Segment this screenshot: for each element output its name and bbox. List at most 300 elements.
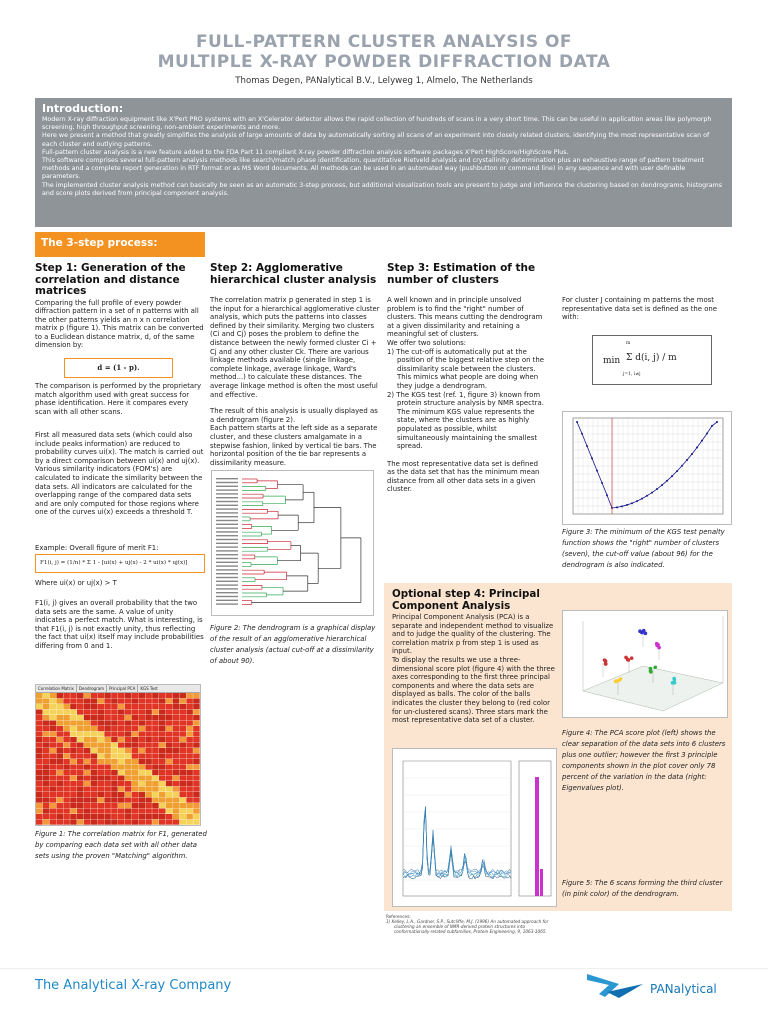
matrix-cell bbox=[98, 781, 105, 786]
matrix-cell bbox=[70, 737, 77, 742]
matrix-cell bbox=[77, 809, 84, 814]
tab-dendrogram[interactable]: Dendrogram bbox=[77, 685, 107, 692]
matrix-cell bbox=[173, 704, 180, 709]
matrix-cell bbox=[132, 726, 139, 731]
matrix-cell bbox=[84, 770, 91, 775]
matrix-cell bbox=[63, 737, 70, 742]
kgs-point bbox=[656, 488, 658, 490]
matrix-cell bbox=[104, 699, 111, 704]
matrix-cell bbox=[84, 820, 91, 825]
matrix-cell bbox=[84, 704, 91, 709]
dendrogram-leaf-label bbox=[216, 588, 238, 589]
matrix-cell bbox=[57, 732, 64, 737]
matrix-cell bbox=[104, 820, 111, 825]
solution-2: 2) The KGS test (ref. 1, figure 3) known from protein structure analysis by NMR spectra. The minimum KGS value represents the state, where the clusters are as highly populated as possible, whilst simultaneously maintaining the smallest spread. bbox=[387, 390, 544, 451]
matrix-cell bbox=[91, 820, 98, 825]
matrix-cell bbox=[173, 754, 180, 759]
matrix-cell bbox=[57, 814, 64, 819]
matrix-cell bbox=[77, 693, 84, 698]
matrix-cell bbox=[50, 814, 57, 819]
matrix-cell bbox=[193, 754, 200, 759]
matrix-cell bbox=[193, 732, 200, 737]
matrix-cell bbox=[63, 732, 70, 737]
matrix-cell bbox=[50, 809, 57, 814]
matrix-cell bbox=[139, 759, 146, 764]
matrix-cell bbox=[91, 798, 98, 803]
optional-p2: To display the results we use a three-dimensional score plot (figure 4) with the three axes corresponding to the first three principal components and where the data sets are displayed as balls. The color of the balls indicates the cluster they belong to (red color for un-clustered scans). Three stars mark the most representative data set of a cluster. bbox=[392, 655, 555, 725]
matrix-cell bbox=[63, 765, 70, 770]
matrix-cell bbox=[57, 792, 64, 797]
matrix-cell bbox=[84, 787, 91, 792]
matrix-cell bbox=[84, 776, 91, 781]
matrix-cell bbox=[104, 693, 111, 698]
pca-data-ball bbox=[673, 681, 677, 685]
matrix-cell bbox=[98, 726, 105, 731]
matrix-cell bbox=[186, 721, 193, 726]
matrix-cell bbox=[91, 693, 98, 698]
matrix-cell bbox=[166, 715, 173, 720]
matrix-cell bbox=[118, 748, 125, 753]
matrix-cell bbox=[159, 699, 166, 704]
pca-data-ball bbox=[649, 667, 653, 671]
matrix-cell bbox=[118, 721, 125, 726]
matrix-cell bbox=[57, 737, 64, 742]
matrix-cell bbox=[180, 814, 187, 819]
matrix-cell bbox=[91, 748, 98, 753]
matrix-cell bbox=[152, 699, 159, 704]
matrix-cell bbox=[118, 792, 125, 797]
matrix-cell bbox=[125, 803, 132, 808]
matrix-cell bbox=[193, 792, 200, 797]
matrix-cell bbox=[193, 776, 200, 781]
pca-data-ball bbox=[603, 658, 607, 662]
matrix-cell bbox=[145, 699, 152, 704]
matrix-cell bbox=[193, 759, 200, 764]
matrix-cell bbox=[173, 781, 180, 786]
matrix-cell bbox=[193, 726, 200, 731]
matrix-cell bbox=[139, 765, 146, 770]
matrix-cell bbox=[152, 743, 159, 748]
dendrogram-leaf-label bbox=[216, 584, 238, 585]
matrix-cell bbox=[132, 781, 139, 786]
matrix-cell bbox=[132, 770, 139, 775]
matrix-cell bbox=[132, 721, 139, 726]
pca-data-ball bbox=[627, 658, 631, 662]
matrix-cell bbox=[166, 710, 173, 715]
matrix-cell bbox=[145, 743, 152, 748]
matrix-cell bbox=[43, 814, 50, 819]
matrix-cell bbox=[132, 776, 139, 781]
matrix-cell bbox=[50, 710, 57, 715]
matrix-cell bbox=[70, 770, 77, 775]
matrix-cell bbox=[193, 743, 200, 748]
matrix-cell bbox=[152, 715, 159, 720]
matrix-cell bbox=[159, 770, 166, 775]
matrix-cell bbox=[43, 737, 50, 742]
matrix-cell bbox=[152, 770, 159, 775]
matrix-cell bbox=[111, 737, 118, 742]
kgs-point bbox=[621, 505, 623, 507]
matrix-cell bbox=[186, 787, 193, 792]
matrix-cell bbox=[186, 754, 193, 759]
matrix-cell bbox=[91, 814, 98, 819]
matrix-cell bbox=[77, 721, 84, 726]
matrix-cell bbox=[36, 770, 43, 775]
intro-heading: Introduction: bbox=[42, 102, 124, 115]
figure1-correlation-matrix bbox=[35, 684, 201, 826]
figure2-dendrogram bbox=[211, 470, 374, 616]
matrix-cell bbox=[43, 748, 50, 753]
matrix-cell bbox=[104, 759, 111, 764]
references bbox=[386, 914, 556, 934]
matrix-cell bbox=[166, 770, 173, 775]
matrix-cell bbox=[186, 737, 193, 742]
matrix-cell bbox=[111, 770, 118, 775]
matrix-cell bbox=[145, 737, 152, 742]
pca-data-ball bbox=[644, 632, 648, 636]
matrix-cell bbox=[125, 776, 132, 781]
intro-p3: Full-pattern cluster analysis is a new feature added to the FDA Part 11 compliant X-ray powder diffraction analysis software packages X'Pert HighScore/HighScore Plus. bbox=[42, 148, 569, 156]
matrix-cell bbox=[125, 765, 132, 770]
matrix-cell bbox=[186, 770, 193, 775]
matrix-cell bbox=[77, 748, 84, 753]
tab-correlation-matrix[interactable]: Correlation Matrix bbox=[36, 685, 77, 692]
pca-data-ball bbox=[630, 656, 634, 660]
matrix-cell bbox=[111, 699, 118, 704]
figure4-pca-score-plot bbox=[562, 610, 728, 718]
panalytical-logo-text: PANalytical bbox=[650, 982, 717, 996]
matrix-cell bbox=[145, 809, 152, 814]
matrix-cell bbox=[118, 765, 125, 770]
matrix-cell bbox=[36, 726, 43, 731]
matrix-cell bbox=[104, 737, 111, 742]
matrix-cell bbox=[77, 726, 84, 731]
matrix-cell bbox=[132, 814, 139, 819]
matrix-cell bbox=[98, 721, 105, 726]
matrix-cell bbox=[77, 710, 84, 715]
matrix-cell bbox=[132, 820, 139, 825]
matrix-cell bbox=[70, 743, 77, 748]
step1-p4: F1(i, j) gives an overall probability that the two data sets are the same. A value of unity indicates a perfect match. What is interesting, is that F1(i, j) is not exactly unity, thus reflecting the fact that ui(x) itself may include probabilities differing from 0 and 1. bbox=[35, 599, 204, 650]
matrix-cell bbox=[145, 704, 152, 709]
matrix-cell bbox=[57, 704, 64, 709]
matrix-cell bbox=[132, 743, 139, 748]
matrix-cell bbox=[193, 781, 200, 786]
matrix-cell bbox=[152, 798, 159, 803]
matrix-cell bbox=[43, 715, 50, 720]
matrix-cell bbox=[145, 759, 152, 764]
matrix-cell bbox=[132, 798, 139, 803]
matrix-cell bbox=[104, 732, 111, 737]
matrix-cell bbox=[145, 792, 152, 797]
matrix-cell bbox=[50, 721, 57, 726]
matrix-cell bbox=[173, 803, 180, 808]
figure5-scans-plot bbox=[392, 748, 557, 907]
figure3-caption: Figure 3: The minimum of the KGS test penalty function shows the "right" number of clusters (seven), the cut-off value (about 96) for the dendrogram is also indicated. bbox=[562, 528, 725, 569]
matrix-cell bbox=[132, 765, 139, 770]
matrix-cell bbox=[193, 787, 200, 792]
matrix-cell bbox=[36, 693, 43, 698]
matrix-cell bbox=[50, 699, 57, 704]
matrix-cell bbox=[57, 787, 64, 792]
matrix-cell bbox=[139, 699, 146, 704]
matrix-cell bbox=[180, 710, 187, 715]
kgs-point bbox=[706, 432, 708, 434]
matrix-cell bbox=[186, 759, 193, 764]
matrix-cell bbox=[193, 809, 200, 814]
matrix-cell bbox=[132, 748, 139, 753]
matrix-cell bbox=[98, 759, 105, 764]
matrix-cell bbox=[98, 814, 105, 819]
kgs-point bbox=[651, 492, 653, 494]
matrix-cell bbox=[180, 803, 187, 808]
matrix-cell bbox=[152, 781, 159, 786]
matrix-cell bbox=[63, 726, 70, 731]
matrix-cell bbox=[63, 820, 70, 825]
matrix-cell bbox=[118, 693, 125, 698]
dendrogram-leaf-label bbox=[216, 527, 238, 528]
matrix-cell bbox=[63, 814, 70, 819]
matrix-cell bbox=[111, 759, 118, 764]
dendrogram-leaf-label bbox=[216, 497, 238, 498]
matrix-cell bbox=[98, 820, 105, 825]
matrix-cell bbox=[104, 814, 111, 819]
kgs-point bbox=[681, 465, 683, 467]
matrix-cell bbox=[36, 814, 43, 819]
matrix-cell bbox=[159, 715, 166, 720]
matrix-cell bbox=[111, 765, 118, 770]
matrix-cell bbox=[98, 743, 105, 748]
matrix-cell bbox=[43, 732, 50, 737]
matrix-cell bbox=[84, 798, 91, 803]
matrix-cell bbox=[193, 737, 200, 742]
matrix-cell bbox=[193, 693, 200, 698]
dendrogram-leaf-label bbox=[216, 603, 238, 604]
matrix-cell bbox=[57, 759, 64, 764]
matrix-cell bbox=[77, 787, 84, 792]
matrix-cell bbox=[77, 814, 84, 819]
matrix-cell bbox=[186, 693, 193, 698]
matrix-cell bbox=[180, 759, 187, 764]
matrix-cell bbox=[84, 732, 91, 737]
matrix-cell bbox=[91, 787, 98, 792]
matrix-cell bbox=[159, 792, 166, 797]
dendrogram-leaf-label bbox=[216, 600, 238, 601]
matrix-cell bbox=[36, 754, 43, 759]
pca-data-ball bbox=[614, 679, 618, 683]
dendrogram-leaf-label bbox=[216, 550, 238, 551]
matrix-cell bbox=[125, 792, 132, 797]
matrix-cell bbox=[186, 781, 193, 786]
matrix-cell bbox=[166, 798, 173, 803]
matrix-cell bbox=[91, 754, 98, 759]
matrix-cell bbox=[91, 732, 98, 737]
matrix-cell bbox=[98, 693, 105, 698]
matrix-cell bbox=[104, 776, 111, 781]
matrix-cell bbox=[118, 754, 125, 759]
matrix-cell bbox=[43, 781, 50, 786]
kgs-point bbox=[711, 425, 713, 427]
matrix-cell bbox=[91, 781, 98, 786]
footer-tagline: The Analytical X-ray Company bbox=[35, 978, 232, 993]
matrix-cell bbox=[159, 759, 166, 764]
step1-p1: Comparing the full profile of every powder diffraction pattern in a set of n patterns with all the other patterns yields an n x n correlation matrix p (figure 1). This matrix can be converted to a Euclidean distance matrix, d, of the same dimension by: bbox=[35, 298, 204, 350]
matrix-cell bbox=[111, 809, 118, 814]
matrix-cell bbox=[145, 726, 152, 731]
dendrogram-leaf-label bbox=[216, 501, 238, 502]
references-label: References: bbox=[386, 914, 411, 919]
matrix-cell bbox=[186, 776, 193, 781]
matrix-cell bbox=[63, 715, 70, 720]
matrix-cell bbox=[180, 743, 187, 748]
matrix-cell bbox=[159, 693, 166, 698]
matrix-cell bbox=[70, 765, 77, 770]
panalytical-logo-icon bbox=[585, 970, 645, 1000]
matrix-cell bbox=[180, 699, 187, 704]
matrix-cell bbox=[70, 759, 77, 764]
matrix-cell bbox=[50, 820, 57, 825]
matrix-cell bbox=[159, 781, 166, 786]
step3-column bbox=[387, 263, 547, 494]
matrix-cell bbox=[180, 693, 187, 698]
matrix-cell bbox=[139, 776, 146, 781]
matrix-cell bbox=[57, 781, 64, 786]
matrix-cell bbox=[57, 809, 64, 814]
matrix-cell bbox=[77, 732, 84, 737]
matrix-cell bbox=[180, 726, 187, 731]
matrix-cell bbox=[139, 798, 146, 803]
matrix-cell bbox=[118, 820, 125, 825]
matrix-cell bbox=[173, 699, 180, 704]
matrix-cell bbox=[186, 710, 193, 715]
matrix-cell bbox=[139, 820, 146, 825]
matrix-cell bbox=[70, 803, 77, 808]
matrix-cell bbox=[63, 693, 70, 698]
matrix-cell bbox=[104, 721, 111, 726]
matrix-cell bbox=[186, 820, 193, 825]
matrix-cell bbox=[139, 754, 146, 759]
matrix-cell bbox=[173, 765, 180, 770]
matrix-cell bbox=[132, 710, 139, 715]
pca-3d-scatter bbox=[563, 611, 727, 717]
matrix-cell bbox=[63, 798, 70, 803]
matrix-cell bbox=[186, 814, 193, 819]
matrix-cell bbox=[118, 770, 125, 775]
matrix-cell bbox=[159, 765, 166, 770]
matrix-cell bbox=[84, 715, 91, 720]
matrix-cell bbox=[91, 803, 98, 808]
matrix-cell bbox=[77, 803, 84, 808]
matrix-cell bbox=[132, 759, 139, 764]
distance-formula: d = (1 - p). bbox=[64, 358, 173, 378]
matrix-cell bbox=[186, 792, 193, 797]
matrix-cell bbox=[111, 710, 118, 715]
matrix-cell bbox=[63, 759, 70, 764]
matrix-cell bbox=[50, 803, 57, 808]
matrix-cell bbox=[152, 732, 159, 737]
step2-p2: The result of this analysis is usually displayed as a dendrogram (figure 2). bbox=[210, 407, 378, 424]
matrix-cell bbox=[173, 820, 180, 825]
matrix-cell bbox=[145, 693, 152, 698]
matrix-cell bbox=[145, 754, 152, 759]
matrix-cell bbox=[193, 820, 200, 825]
matrix-cell bbox=[132, 737, 139, 742]
kgs-point bbox=[676, 470, 678, 472]
matrix-cell bbox=[57, 726, 64, 731]
matrix-cell bbox=[70, 792, 77, 797]
matrix-cell bbox=[63, 748, 70, 753]
tab-kgs-test[interactable]: KGS Test bbox=[140, 686, 158, 691]
matrix-cell bbox=[145, 710, 152, 715]
kgs-point bbox=[576, 421, 578, 423]
matrix-cell bbox=[36, 715, 43, 720]
matrix-cell bbox=[186, 743, 193, 748]
dendrogram-leaf-label bbox=[216, 482, 238, 483]
matrix-cell bbox=[125, 743, 132, 748]
step3-p2: We offer two solutions: bbox=[387, 338, 467, 347]
matrix-cell bbox=[159, 754, 166, 759]
matrix-cell bbox=[118, 759, 125, 764]
matrix-cell bbox=[173, 776, 180, 781]
matrix-cell bbox=[139, 726, 146, 731]
matrix-cell bbox=[173, 787, 180, 792]
matrix-cell bbox=[43, 770, 50, 775]
kgs-point bbox=[631, 502, 633, 504]
matrix-cell bbox=[70, 748, 77, 753]
three-step-banner: The 3-step process: bbox=[35, 232, 205, 257]
matrix-cell bbox=[50, 737, 57, 742]
matrix-cell bbox=[70, 699, 77, 704]
dendrogram-leaf-label bbox=[216, 508, 238, 509]
matrix-cell bbox=[57, 803, 64, 808]
matrix-cell bbox=[91, 792, 98, 797]
pca-data-ball bbox=[619, 677, 623, 681]
matrix-cell bbox=[125, 820, 132, 825]
matrix-cell bbox=[57, 748, 64, 753]
matrix-cell bbox=[145, 770, 152, 775]
matrix-cell bbox=[57, 770, 64, 775]
matrix-cell bbox=[36, 710, 43, 715]
matrix-cell bbox=[104, 765, 111, 770]
matrix-cell bbox=[166, 792, 173, 797]
matrix-cell bbox=[77, 704, 84, 709]
matrix-cell bbox=[104, 710, 111, 715]
matrix-cell bbox=[104, 787, 111, 792]
eigenvalue-bar bbox=[535, 777, 539, 896]
step1-p2: The comparison is performed by the proprietary match algorithm used with great success for phase identification. Here it compares every scan with all other scans. bbox=[35, 382, 202, 416]
matrix-cell bbox=[159, 704, 166, 709]
matrix-cell bbox=[70, 721, 77, 726]
matrix-cell bbox=[159, 776, 166, 781]
matrix-cell bbox=[186, 798, 193, 803]
matrix-cell bbox=[63, 754, 70, 759]
matrix-cell bbox=[70, 814, 77, 819]
dendrogram-leaf-label bbox=[216, 478, 238, 479]
matrix-cell bbox=[84, 809, 91, 814]
matrix-cell bbox=[132, 792, 139, 797]
matrix-cell bbox=[57, 765, 64, 770]
matrix-cell bbox=[166, 704, 173, 709]
tab-pca[interactable]: Principal PCA bbox=[107, 685, 138, 692]
matrix-cell bbox=[159, 743, 166, 748]
matrix-cell bbox=[70, 809, 77, 814]
matrix-cell bbox=[166, 721, 173, 726]
matrix-cell bbox=[50, 693, 57, 698]
matrix-cell bbox=[173, 721, 180, 726]
kgs-point bbox=[591, 457, 593, 459]
matrix-cell bbox=[50, 776, 57, 781]
matrix-cell bbox=[173, 726, 180, 731]
